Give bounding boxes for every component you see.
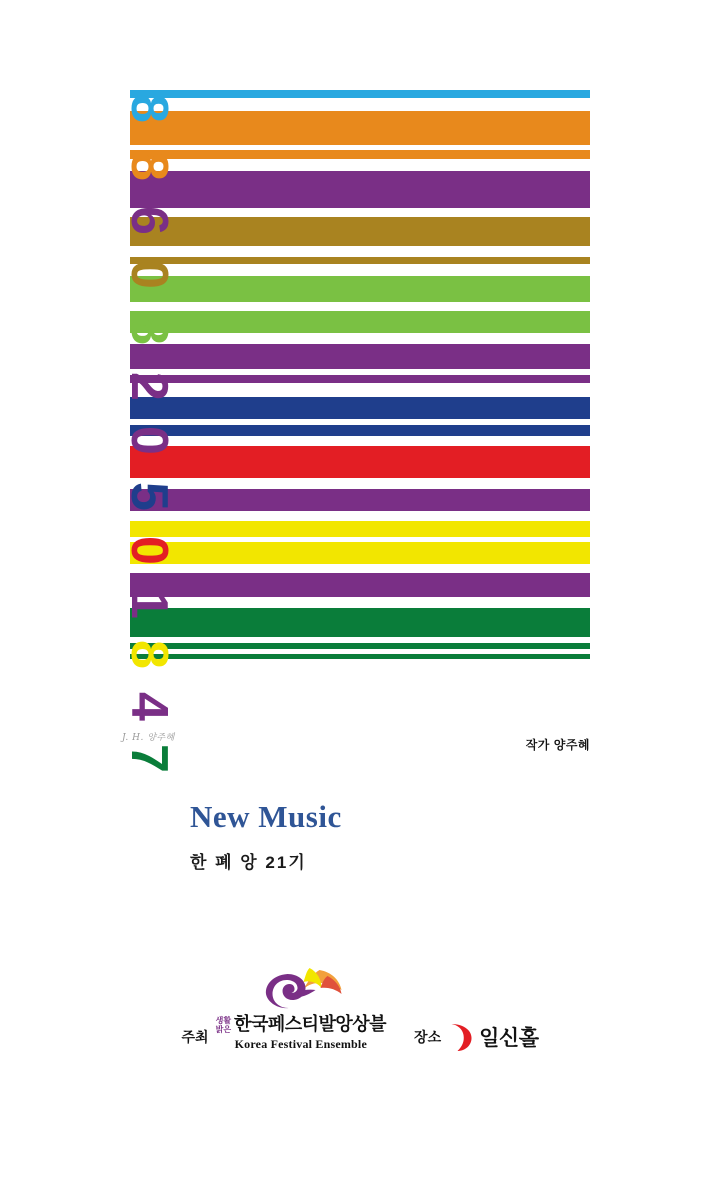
barcode-bar xyxy=(130,150,590,159)
barcode-digit: 1 xyxy=(120,590,178,618)
barcode-bar xyxy=(130,171,590,208)
barcode-bar xyxy=(130,436,590,446)
barcode-digit: 2 xyxy=(120,372,178,400)
barcode-bar xyxy=(130,597,590,608)
artist-credit: 작가 양주혜 xyxy=(525,738,590,752)
barcode-bar xyxy=(130,302,590,311)
barcode-bar xyxy=(130,397,590,419)
barcode-bar xyxy=(130,246,590,257)
barcode-bar xyxy=(130,90,590,98)
barcode-bar xyxy=(130,511,590,521)
barcode-bar xyxy=(130,375,590,383)
host-korean-name: 한국페스티발앙상블 xyxy=(234,1014,387,1034)
ilshin-hall-mark-icon xyxy=(448,1022,474,1052)
barcode-bar xyxy=(130,383,590,397)
host-label: 주최 xyxy=(181,1029,209,1045)
barcode-digit: 0 xyxy=(120,260,178,288)
barcode-bar xyxy=(130,425,590,436)
barcode-bar xyxy=(130,159,590,171)
barcode-bar xyxy=(130,333,590,344)
page-title: New Music xyxy=(190,799,342,834)
barcode-bar xyxy=(130,344,590,369)
barcode-bars xyxy=(130,90,590,659)
barcode-bar xyxy=(130,311,590,333)
barcode-bar xyxy=(130,654,590,659)
host-group xyxy=(182,1010,387,1052)
barcode-bar xyxy=(130,608,590,637)
barcode-digit: 8 xyxy=(120,152,178,180)
barcode-bar xyxy=(130,542,590,564)
barcode-bar xyxy=(130,573,590,597)
barcode-digit: 8 xyxy=(120,94,178,122)
host-korean-row xyxy=(216,1010,386,1036)
barcode-digit: 7 xyxy=(120,744,178,772)
venue-logo-lockup xyxy=(448,1022,538,1052)
barcode-digit: 4 xyxy=(120,692,178,720)
barcode-digit: 6 xyxy=(120,206,178,234)
barcode-digit: 8 xyxy=(120,640,178,668)
footer xyxy=(0,1010,720,1130)
barcode-bar xyxy=(130,478,590,489)
barcode-bar xyxy=(130,111,590,145)
barcode-bar xyxy=(130,208,590,217)
host-small-line1: 생활 xyxy=(215,1016,232,1026)
page-subtitle: 한 폐 앙 21기 xyxy=(190,853,307,873)
venue-label: 장소 xyxy=(414,1029,442,1045)
artist-signature: J. H. 양주혜 xyxy=(122,733,175,743)
barcode-bar xyxy=(130,257,590,264)
host-small-line2: 밝은 xyxy=(215,1024,232,1034)
barcode-bar xyxy=(130,489,590,511)
barcode-bar xyxy=(130,217,590,246)
barcode-bar xyxy=(130,264,590,276)
barcode-digit: 5 xyxy=(120,482,178,510)
host-english-name: Korea Festival Ensemble xyxy=(234,1037,368,1051)
barcode-digit: 0 xyxy=(120,536,178,564)
barcode-bar xyxy=(130,446,590,478)
barcode-bar xyxy=(130,521,590,537)
swirl-logo-icon xyxy=(258,966,344,1010)
barcode-bar xyxy=(130,98,590,111)
barcode-digit: 8 xyxy=(120,316,178,344)
host-small-text xyxy=(216,1017,231,1036)
barcode-digit: 0 xyxy=(120,426,178,454)
venue-name: 일신홀 xyxy=(479,1027,539,1050)
venue-group xyxy=(414,1022,538,1052)
barcode-bar xyxy=(130,276,590,302)
barcode-bar xyxy=(130,564,590,573)
title-block xyxy=(190,800,610,873)
host-logo-lockup xyxy=(216,1010,386,1052)
